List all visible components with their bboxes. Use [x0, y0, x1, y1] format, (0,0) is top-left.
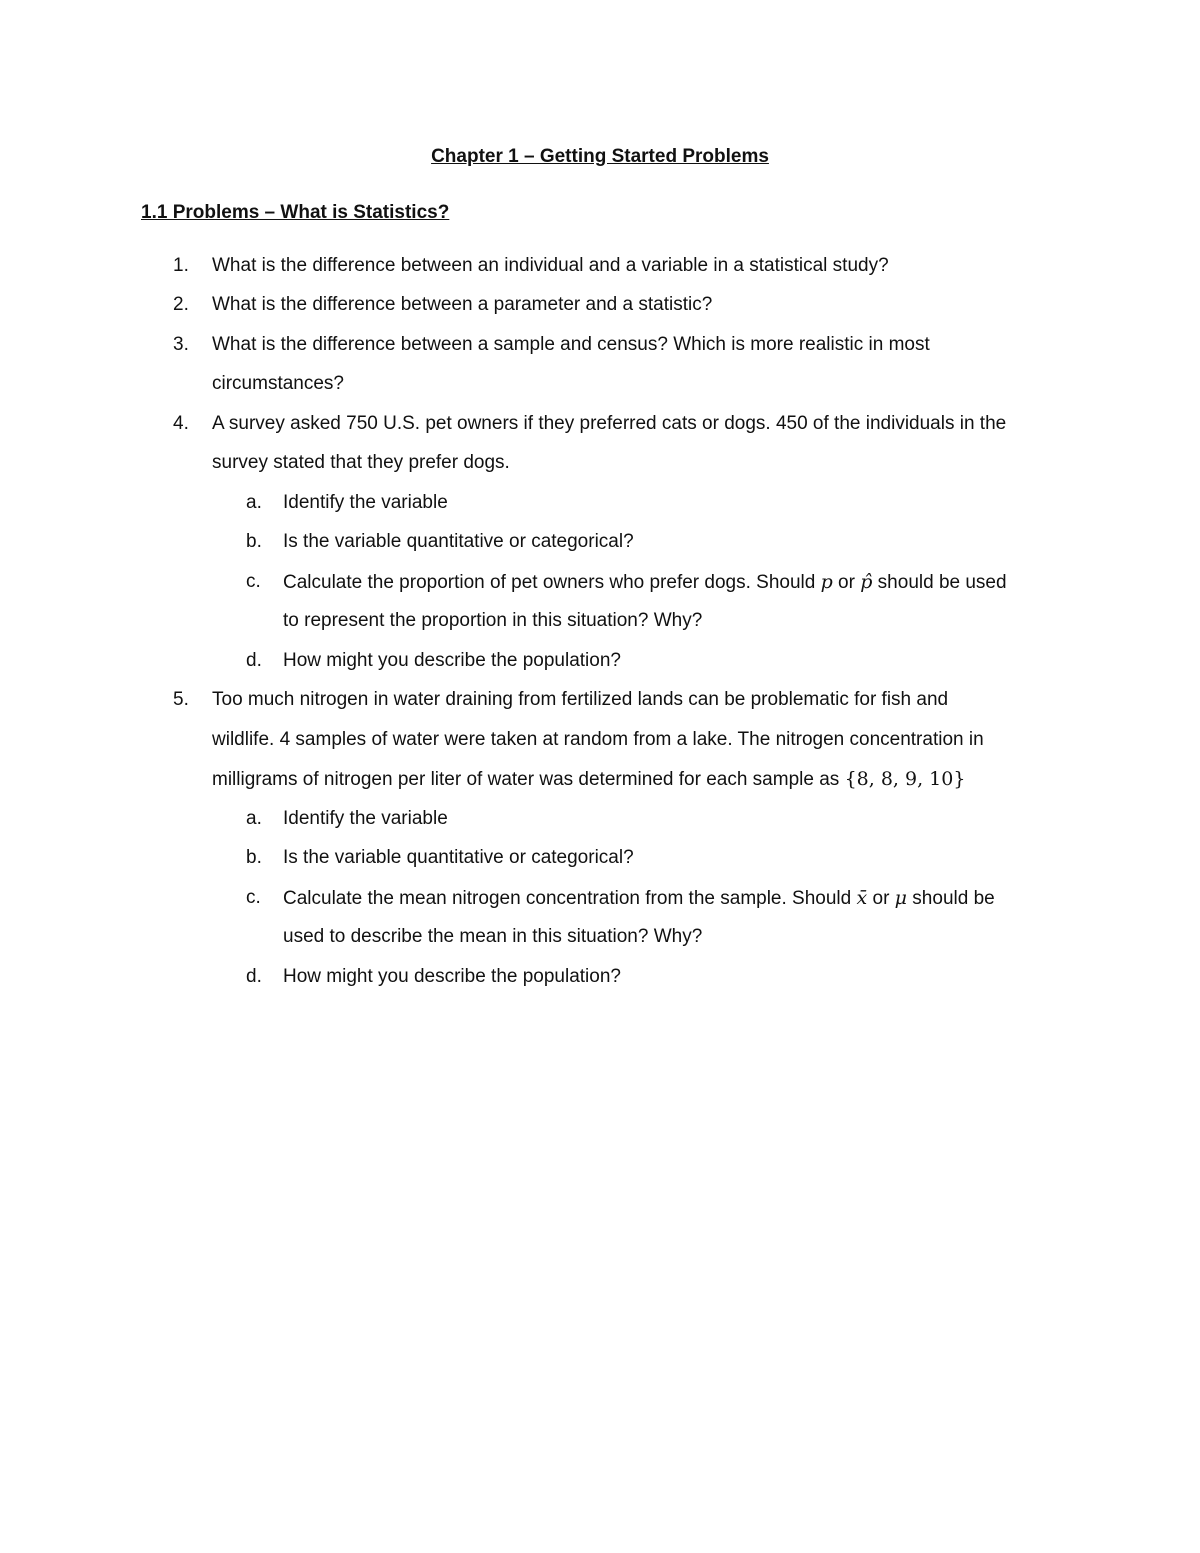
page-title: Chapter 1 – Getting Started Problems — [431, 146, 769, 167]
question-text: What is the difference between an individual and a variable in a statistical study? — [212, 255, 889, 276]
subquestion-label: b. — [246, 847, 262, 868]
subquestion-text: Is the variable quantitative or categorical? — [283, 847, 634, 868]
question-number: 3. — [173, 334, 189, 355]
question-text-continued: circumstances? — [212, 373, 344, 394]
question-text-continued — [212, 766, 965, 793]
subquestion-text: How might you describe the population? — [283, 650, 621, 671]
subquestion-label: a. — [246, 492, 262, 513]
sample-set: {8, 8, 9, 10} — [844, 768, 966, 790]
subquestion-label: c. — [246, 887, 261, 908]
text-fragment: milligrams of nitrogen per liter of water was determined for each sample as — [212, 769, 845, 790]
subquestion-text — [283, 885, 995, 912]
question-text-continued: wildlife. 4 samples of water were taken at random from a lake. The nitrogen concentration in — [212, 729, 984, 750]
section-heading: 1.1 Problems – What is Statistics? — [141, 202, 450, 223]
question-text-continued: survey stated that they prefer dogs. — [212, 452, 510, 473]
subquestion-text: Identify the variable — [283, 808, 448, 829]
question-number: 2. — [173, 294, 189, 315]
subquestion-text-continued: used to describe the mean in this situation? Why? — [283, 926, 703, 947]
subquestion-label: c. — [246, 571, 261, 592]
subquestion-label: b. — [246, 531, 262, 552]
question-number: 5. — [173, 689, 189, 710]
math-symbol-x-bar: x̄ — [856, 887, 868, 909]
subquestion-label: a. — [246, 808, 262, 829]
question-text: What is the difference between a sample and census? Which is more realistic in most — [212, 334, 930, 355]
text-fragment: or — [867, 888, 895, 909]
question-text: What is the difference between a parameter and a statistic? — [212, 294, 713, 315]
subquestion-text: Is the variable quantitative or categorical? — [283, 531, 634, 552]
text-fragment: or — [832, 572, 861, 593]
subquestion-label: d. — [246, 966, 262, 987]
text-fragment: Calculate the proportion of pet owners who prefer dogs. Should — [283, 572, 821, 593]
text-fragment: should be — [907, 888, 995, 909]
math-symbol-mu: μ — [894, 887, 908, 909]
question-number: 4. — [173, 413, 189, 434]
subquestion-text: Identify the variable — [283, 492, 448, 513]
subquestion-label: d. — [246, 650, 262, 671]
text-fragment: should be used — [872, 572, 1007, 593]
math-symbol-p-hat: p̂ — [860, 571, 873, 593]
question-text: A survey asked 750 U.S. pet owners if they preferred cats or dogs. 450 of the individuals in the — [212, 413, 1007, 434]
question-number: 1. — [173, 255, 189, 276]
subquestion-text: How might you describe the population? — [283, 966, 621, 987]
subquestion-text — [283, 569, 1007, 596]
subquestion-text-continued: to represent the proportion in this situation? Why? — [283, 610, 703, 631]
text-fragment: Calculate the mean nitrogen concentration from the sample. Should — [283, 888, 857, 909]
question-text: Too much nitrogen in water draining from fertilized lands can be problematic for fish and — [212, 689, 949, 710]
math-symbol-p: p — [820, 571, 833, 593]
